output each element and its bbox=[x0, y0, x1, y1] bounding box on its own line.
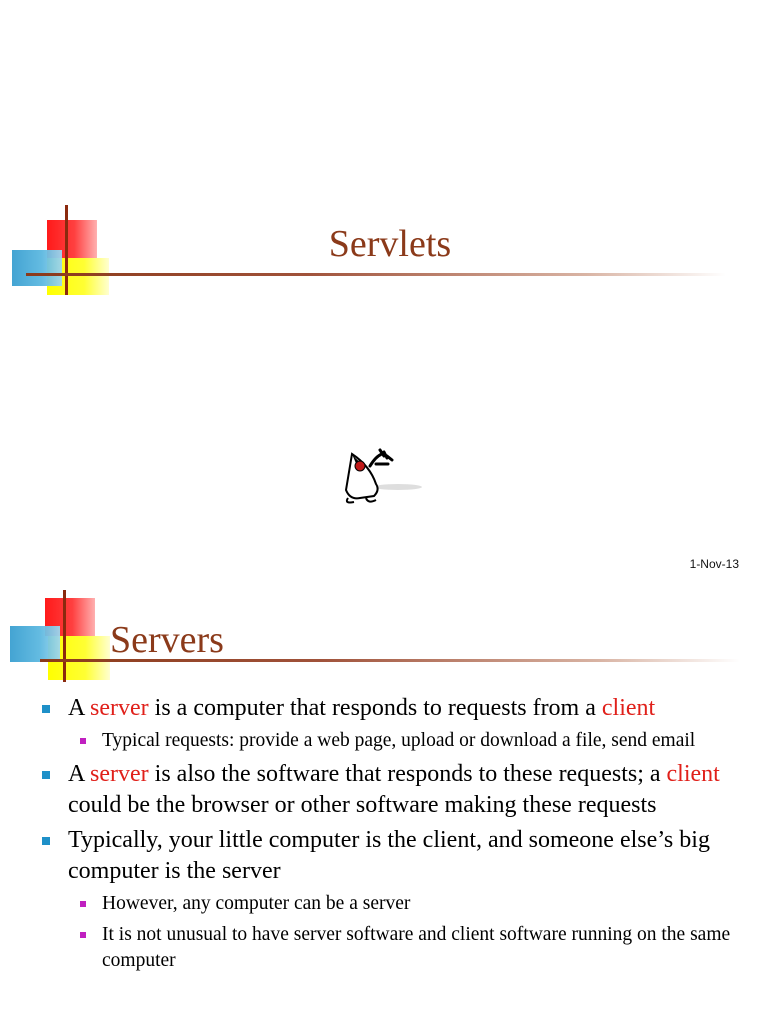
slide-title: Servlets bbox=[328, 223, 452, 265]
content-slide bbox=[0, 580, 768, 1024]
sub-bullet-item: However, any computer can be a server bbox=[40, 891, 750, 917]
bullet-item: A server is also the software that responds to these requests; a client could be the browser or other software making these requests bbox=[40, 759, 750, 821]
slide-date: 1-Nov-13 bbox=[689, 557, 739, 571]
duke-mascot-icon bbox=[340, 446, 424, 506]
bullet-list bbox=[40, 693, 750, 979]
title-rule bbox=[26, 273, 726, 276]
slide-title: Servers bbox=[110, 619, 224, 661]
sub-bullet-item: Typical requests: provide a web page, upload or download a file, send email bbox=[40, 728, 750, 754]
slide-logo bbox=[12, 205, 112, 297]
slide-logo bbox=[10, 590, 110, 682]
bullet-item: Typically, your little computer is the client, and someone else’s big computer is the server bbox=[40, 825, 750, 887]
sub-bullet-item: It is not unusual to have server software and client software running on the same computer bbox=[40, 922, 750, 974]
bullet-item: A server is a computer that responds to requests from a client bbox=[40, 693, 750, 724]
